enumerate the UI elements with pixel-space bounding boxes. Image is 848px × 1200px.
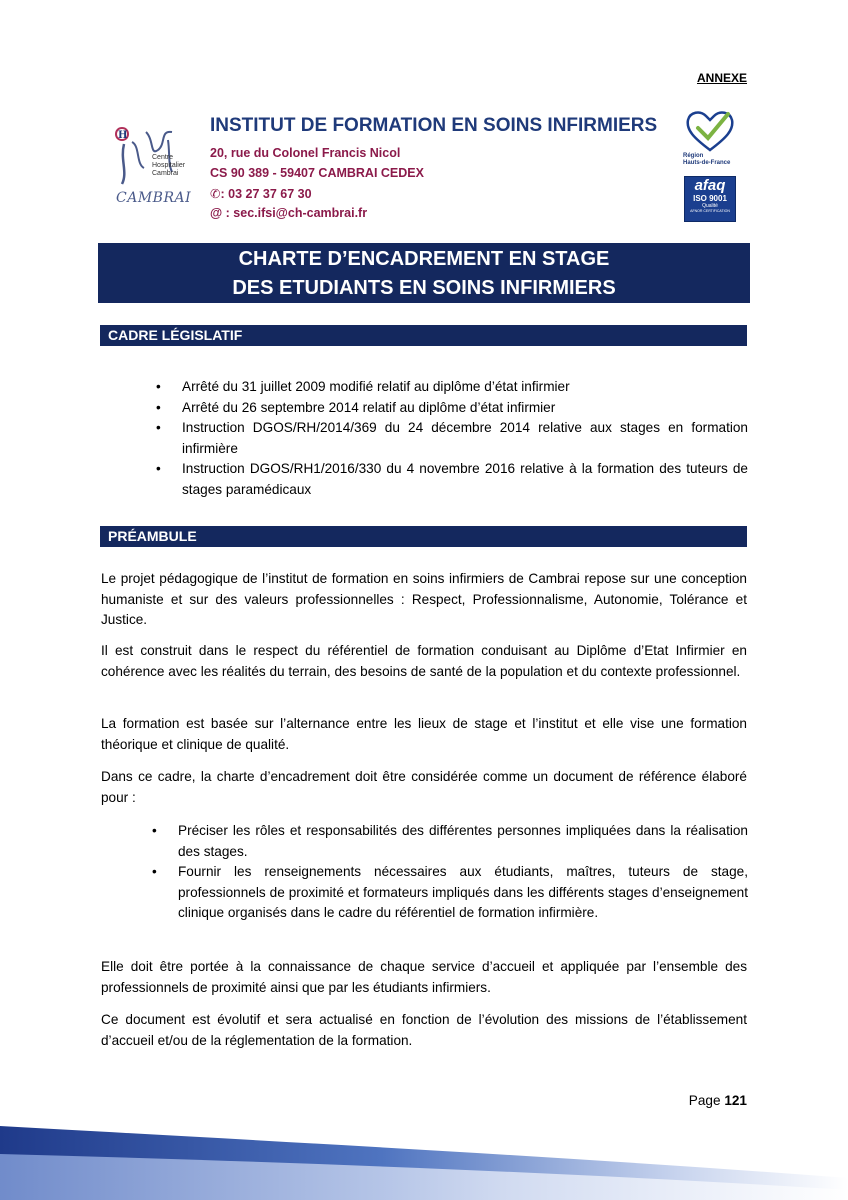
svg-text:H: H <box>118 130 128 141</box>
preambule-list <box>152 821 748 924</box>
heart-check-icon <box>684 108 736 154</box>
footer-swoosh-decoration <box>0 1118 848 1200</box>
region-label: Région Hauts-de-France <box>683 153 731 166</box>
bullet-icon: • <box>152 823 157 838</box>
paragraph: Le projet pédagogique de l’institut de formation en soins infirmiers de Cambrai repose sur une conception humaniste et sur des valeurs professionnelles : Respect, Professionnalisme, Autonomie, Tolérance et Justice. <box>101 571 747 627</box>
region-logo <box>684 108 736 154</box>
page-number: Page 121 <box>688 1093 747 1108</box>
section-heading-preambule: PRÉAMBULE <box>100 526 747 547</box>
bullet-icon: • <box>152 864 157 879</box>
phone-line: ✆: 03 27 37 67 30 <box>210 187 312 201</box>
address-line1: 20, rue du Colonel Francis Nicol <box>210 146 401 160</box>
address-line2: CS 90 389 - 59407 CAMBRAI CEDEX <box>210 166 424 180</box>
bullet-icon: • <box>156 461 161 476</box>
list-item: • Fournir les renseignements nécessaires aux étudiants, maîtres, tuteurs de stage, professionnels de proximité et formateurs impliqués dans les différents stages d’enseignement clinique organisés dans le cadre du référentiel de formation infirmière. <box>152 864 748 920</box>
phone-icon: ✆ <box>210 187 221 201</box>
afaq-logo: afaq ISO 9001 Qualité AFNOR CERTIFICATION <box>684 176 736 222</box>
list-item: • Instruction DGOS/RH1/2016/330 du 4 novembre 2016 relative à la formation des tuteurs de stages paramédicaux <box>156 461 748 497</box>
list-item: • Préciser les rôles et responsabilités des différentes personnes impliquées dans la réalisation des stages. <box>152 823 748 859</box>
list-item: • Instruction DGOS/RH/2014/369 du 24 décembre 2014 relative aux stages en formation infirmière <box>156 420 748 456</box>
list-item: • Arrêté du 26 septembre 2014 relatif au diplôme d’état infirmier <box>156 398 748 419</box>
bullet-icon: • <box>156 379 161 394</box>
section-heading-cadre: CADRE LÉGISLATIF <box>100 325 747 346</box>
paragraph: La formation est basée sur l’alternance entre les lieux de stage et l’institut et elle vise une formation théorique et clinique de qualité. <box>101 716 747 752</box>
logo-centre-text: Centre Hospitalier Cambrai <box>152 154 186 177</box>
paragraph: Elle doit être portée à la connaissance de chaque service d’accueil et appliquée par l’ensemble des professionnels de proximité ainsi que par les étudiants infirmiers. <box>101 959 747 995</box>
paragraph: Dans ce cadre, la charte d’encadrement doit être considérée comme un document de référence élaboré pour : <box>101 769 747 805</box>
paragraph: Ce document est évolutif et sera actualisé en fonction de l’évolution des missions de l’établissement d’accueil et/ou de la réglementation de la formation. <box>101 1012 747 1048</box>
title-line1: CHARTE D’ENCADREMENT EN STAGE <box>238 248 610 270</box>
title-line2: DES ETUDIANTS EN SOINS INFIRMIERS <box>232 277 616 299</box>
logo-city: CAMBRAI <box>116 190 192 206</box>
cadre-list <box>156 377 748 500</box>
bullet-icon: • <box>156 399 161 415</box>
paragraph: Il est construit dans le respect du référentiel de formation conduisant au Diplôme d’Etat Infirmier en cohérence avec les réalités du terrain, des besoins de santé de la population et du contexte professionnel. <box>101 643 747 679</box>
list-item: • Arrêté du 31 juillet 2009 modifié relatif au diplôme d’état infirmier <box>156 377 748 398</box>
email-line: @ : sec.ifsi@ch-cambrai.fr <box>210 206 368 220</box>
institute-name: INSTITUT DE FORMATION EN SOINS INFIRMIERS <box>210 115 658 136</box>
document-title <box>98 243 750 303</box>
bullet-icon: • <box>156 420 161 435</box>
annexe-label: ANNEXE <box>696 71 747 85</box>
ifsi-logo <box>110 120 202 212</box>
